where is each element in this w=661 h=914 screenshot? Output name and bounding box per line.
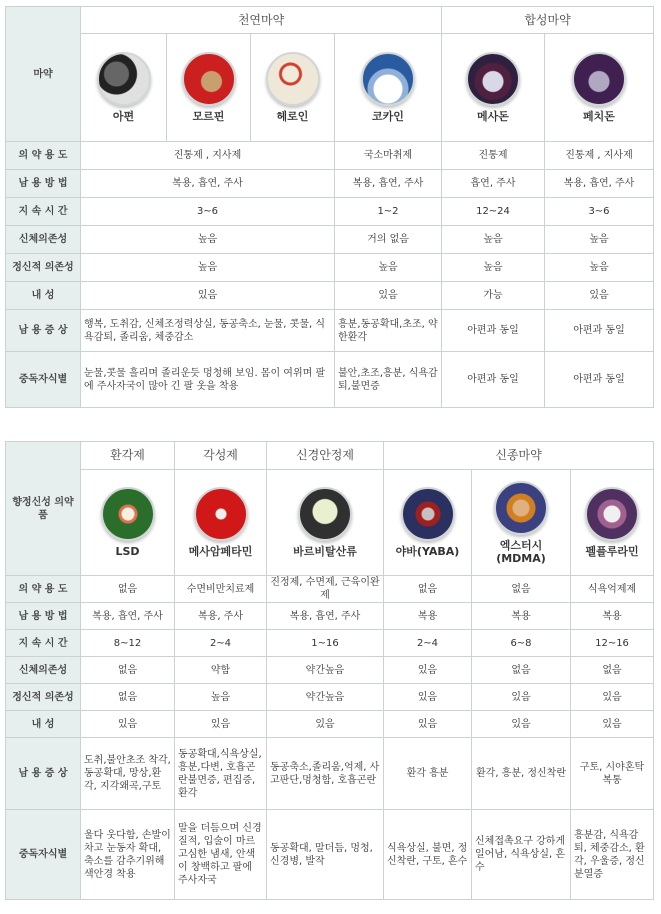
row-label: 중독자식별 xyxy=(6,810,81,900)
table-cell: 없음 xyxy=(81,576,175,603)
table-cell: 식욕억제제 xyxy=(571,576,654,603)
table-cell: 동공확대, 말더듬, 멍청, 신경병, 발작 xyxy=(267,810,384,900)
table-cell: 약간높음 xyxy=(267,657,384,684)
table-cell: 12~24 xyxy=(442,198,545,226)
table-cell: 약간높음 xyxy=(267,684,384,711)
table-cell: 복용, 주사 xyxy=(175,603,267,630)
table-row xyxy=(6,576,654,603)
table-row xyxy=(6,142,654,170)
table-cell: 높음 xyxy=(442,226,545,254)
pethidine-image xyxy=(572,52,626,106)
table-cell: 국소마취제 xyxy=(335,142,442,170)
table-cell: 있음 xyxy=(384,684,472,711)
row-label: 지 속 시 간 xyxy=(6,198,81,226)
table-cell: 1~16 xyxy=(267,630,384,657)
group-new-drugs: 신종마약 xyxy=(384,442,654,470)
table-row xyxy=(6,684,654,711)
table-row xyxy=(6,170,654,198)
table-cell: 흥분,동공확대,초조, 약한환각 xyxy=(335,310,442,352)
group-hallucinogen: 환각제 xyxy=(81,442,175,470)
table-cell: 6~8 xyxy=(472,630,571,657)
row-label: 중독자식별 xyxy=(6,352,81,408)
table-cell: 복용, 흡연, 주사 xyxy=(81,170,335,198)
morphine-image xyxy=(182,52,236,106)
table-cell: 진통제 , 지사제 xyxy=(81,142,335,170)
table-cell: 높음 xyxy=(335,254,442,282)
table-row xyxy=(6,310,654,352)
table-cell: 복용, 흡연, 주사 xyxy=(335,170,442,198)
table-cell: 있음 xyxy=(571,684,654,711)
table-cell: 높음 xyxy=(442,254,545,282)
table-cell: 없음 xyxy=(384,576,472,603)
table-cell: 있음 xyxy=(545,282,654,310)
row-label: 남 용 방 법 xyxy=(6,603,81,630)
methamphetamine-image xyxy=(194,487,248,541)
table-cell: 복용, 흡연, 주사 xyxy=(81,603,175,630)
table-row xyxy=(6,657,654,684)
drug-opium: 아편 xyxy=(81,34,167,142)
drug-mdma: 엑스터시(MDMA) xyxy=(472,470,571,576)
table-cell: 있음 xyxy=(267,711,384,738)
table-cell: 아편과 동일 xyxy=(442,310,545,352)
table-row xyxy=(6,630,654,657)
row-label: 정신적 의존성 xyxy=(6,684,81,711)
lsd-image xyxy=(101,487,155,541)
drug-cocaine: 코카인 xyxy=(335,34,442,142)
table-cell: 환각 흥분 xyxy=(384,738,472,810)
barbiturate-image xyxy=(298,487,352,541)
table-cell: 수면비만치료제 xyxy=(175,576,267,603)
table-cell: 없음 xyxy=(472,657,571,684)
table-cell: 3~6 xyxy=(545,198,654,226)
drug-yaba: 야바(YABA) xyxy=(384,470,472,576)
opium-image xyxy=(97,52,151,106)
drug-heroin: 헤로인 xyxy=(251,34,335,142)
methadone-image xyxy=(466,52,520,106)
table-cell: 불안,초조,흥분, 식욕감퇴,불면증 xyxy=(335,352,442,408)
table-cell: 있음 xyxy=(571,711,654,738)
fenfluramine-image xyxy=(585,487,639,541)
drug-barbiturate: 바르비탈산류 xyxy=(267,470,384,576)
row-label: 신체의존성 xyxy=(6,226,81,254)
drug-lsd: LSD xyxy=(81,470,175,576)
table-cell: 있음 xyxy=(81,711,175,738)
table-cell: 높음 xyxy=(545,226,654,254)
table-cell: 복용, 흡연, 주사 xyxy=(545,170,654,198)
yaba-image xyxy=(401,487,455,541)
table-cell: 2~4 xyxy=(175,630,267,657)
table-cell: 높음 xyxy=(175,684,267,711)
table-cell: 가능 xyxy=(442,282,545,310)
table-cell: 없음 xyxy=(571,657,654,684)
table-row xyxy=(6,810,654,900)
row-label: 의 약 용 도 xyxy=(6,142,81,170)
table-cell: 말을 더듬으며 신경질적, 입술이 마르고심한 냄새, 안색이 창백하고 팔에 주사자국 xyxy=(175,810,267,900)
table-cell: 울다 웃다함, 손발이 차고 눈동자 확대, 축소를 감추기위해 색안경 착용 xyxy=(81,810,175,900)
table-cell: 식욕상실, 불면, 정신착란, 구토, 흔수 xyxy=(384,810,472,900)
table-cell: 구토, 시야혼탁 복통 xyxy=(571,738,654,810)
row-label: 의 약 용 도 xyxy=(6,576,81,603)
table1-corner-label: 마약 xyxy=(6,7,81,142)
table-cell: 환각, 흥분, 정신착란 xyxy=(472,738,571,810)
table-cell: 동공축소,졸리움,억제, 사고판단,멍청함, 호흡곤란 xyxy=(267,738,384,810)
row-label: 남 용 방 법 xyxy=(6,170,81,198)
narcotics-table xyxy=(5,6,654,408)
row-label: 신체의존성 xyxy=(6,657,81,684)
table-cell: 있음 xyxy=(384,657,472,684)
table-cell: 없음 xyxy=(472,576,571,603)
table-cell: 높음 xyxy=(545,254,654,282)
drug-methadone: 메사돈 xyxy=(442,34,545,142)
table-row xyxy=(6,711,654,738)
table-row xyxy=(6,352,654,408)
drug-pethidine: 페치돈 xyxy=(545,34,654,142)
table-cell: 동공확대,식욕상실, 흥분,다변, 호흡곤란불면증, 편집증,환각 xyxy=(175,738,267,810)
row-label: 남 용 증 상 xyxy=(6,738,81,810)
table-cell: 아편과 동일 xyxy=(545,310,654,352)
table-cell: 거의 없음 xyxy=(335,226,442,254)
drug-fenfluramine: 펠플루라민 xyxy=(571,470,654,576)
row-label: 내 성 xyxy=(6,282,81,310)
table-row xyxy=(6,226,654,254)
table-cell: 12~16 xyxy=(571,630,654,657)
table-cell: 높음 xyxy=(81,254,335,282)
table2-corner-label: 향정신성 의약품 xyxy=(6,442,81,576)
mdma-image xyxy=(494,481,548,535)
row-label: 지 속 시 간 xyxy=(6,630,81,657)
table-cell: 없음 xyxy=(81,657,175,684)
table-cell: 있음 xyxy=(81,282,335,310)
table-cell: 2~4 xyxy=(384,630,472,657)
table-cell: 있음 xyxy=(384,711,472,738)
cocaine-image xyxy=(361,52,415,106)
table-row xyxy=(6,603,654,630)
table-cell: 행복, 도취감, 신체조정력상실, 동공축소, 눈물, 콧물, 식욕감퇴, 졸리움, 체중감소 xyxy=(81,310,335,352)
table-cell: 복용 xyxy=(571,603,654,630)
table-row xyxy=(6,738,654,810)
table-cell: 눈물,콧물 흘리며 졸리운듯 멍청해 보임. 몸이 여위며 팔에 주사자국이 많아 긴 팔 옷을 착용 xyxy=(81,352,335,408)
table-cell: 약함 xyxy=(175,657,267,684)
table-cell: 있음 xyxy=(472,684,571,711)
table-cell: 8~12 xyxy=(81,630,175,657)
table-cell: 없음 xyxy=(81,684,175,711)
group-natural-narcotics: 천연마약 xyxy=(81,7,442,34)
table-row xyxy=(6,198,654,226)
table-cell: 흥분감, 식욕감퇴, 체중감소, 환각, 우울증, 정신분열증 xyxy=(571,810,654,900)
row-label: 남 용 증 상 xyxy=(6,310,81,352)
group-synthetic-narcotics: 합성마약 xyxy=(442,7,654,34)
heroin-image xyxy=(266,52,320,106)
table-cell: 흡연, 주사 xyxy=(442,170,545,198)
row-label: 정신적 의존성 xyxy=(6,254,81,282)
table-cell: 있음 xyxy=(335,282,442,310)
table-cell: 진통제 , 지사제 xyxy=(545,142,654,170)
drug-morphine: 모르핀 xyxy=(167,34,251,142)
table-cell: 1~2 xyxy=(335,198,442,226)
table-cell: 진정제, 수면제, 근육이완제 xyxy=(267,576,384,603)
table-cell: 3~6 xyxy=(81,198,335,226)
table-cell: 신체접촉요구 강하게 일어남, 식욕상실, 흔수 xyxy=(472,810,571,900)
row-label: 내 성 xyxy=(6,711,81,738)
drug-methamphetamine: 메사암페타민 xyxy=(175,470,267,576)
table-cell: 있음 xyxy=(175,711,267,738)
table-cell: 아편과 동일 xyxy=(545,352,654,408)
table-cell: 진통제 xyxy=(442,142,545,170)
table-row xyxy=(6,254,654,282)
table-cell: 복용, 흡연, 주사 xyxy=(267,603,384,630)
table-cell: 높음 xyxy=(81,226,335,254)
table-row xyxy=(6,282,654,310)
table-cell: 복용 xyxy=(384,603,472,630)
psychotropic-table xyxy=(5,441,654,900)
table-cell: 있음 xyxy=(472,711,571,738)
table-cell: 아편과 동일 xyxy=(442,352,545,408)
table-cell: 도취,불안초조 착각,동공확대, 망상,환각, 지각왜곡,구토 xyxy=(81,738,175,810)
group-stimulant: 각성제 xyxy=(175,442,267,470)
table-cell: 복용 xyxy=(472,603,571,630)
group-sedative: 신경안정제 xyxy=(267,442,384,470)
